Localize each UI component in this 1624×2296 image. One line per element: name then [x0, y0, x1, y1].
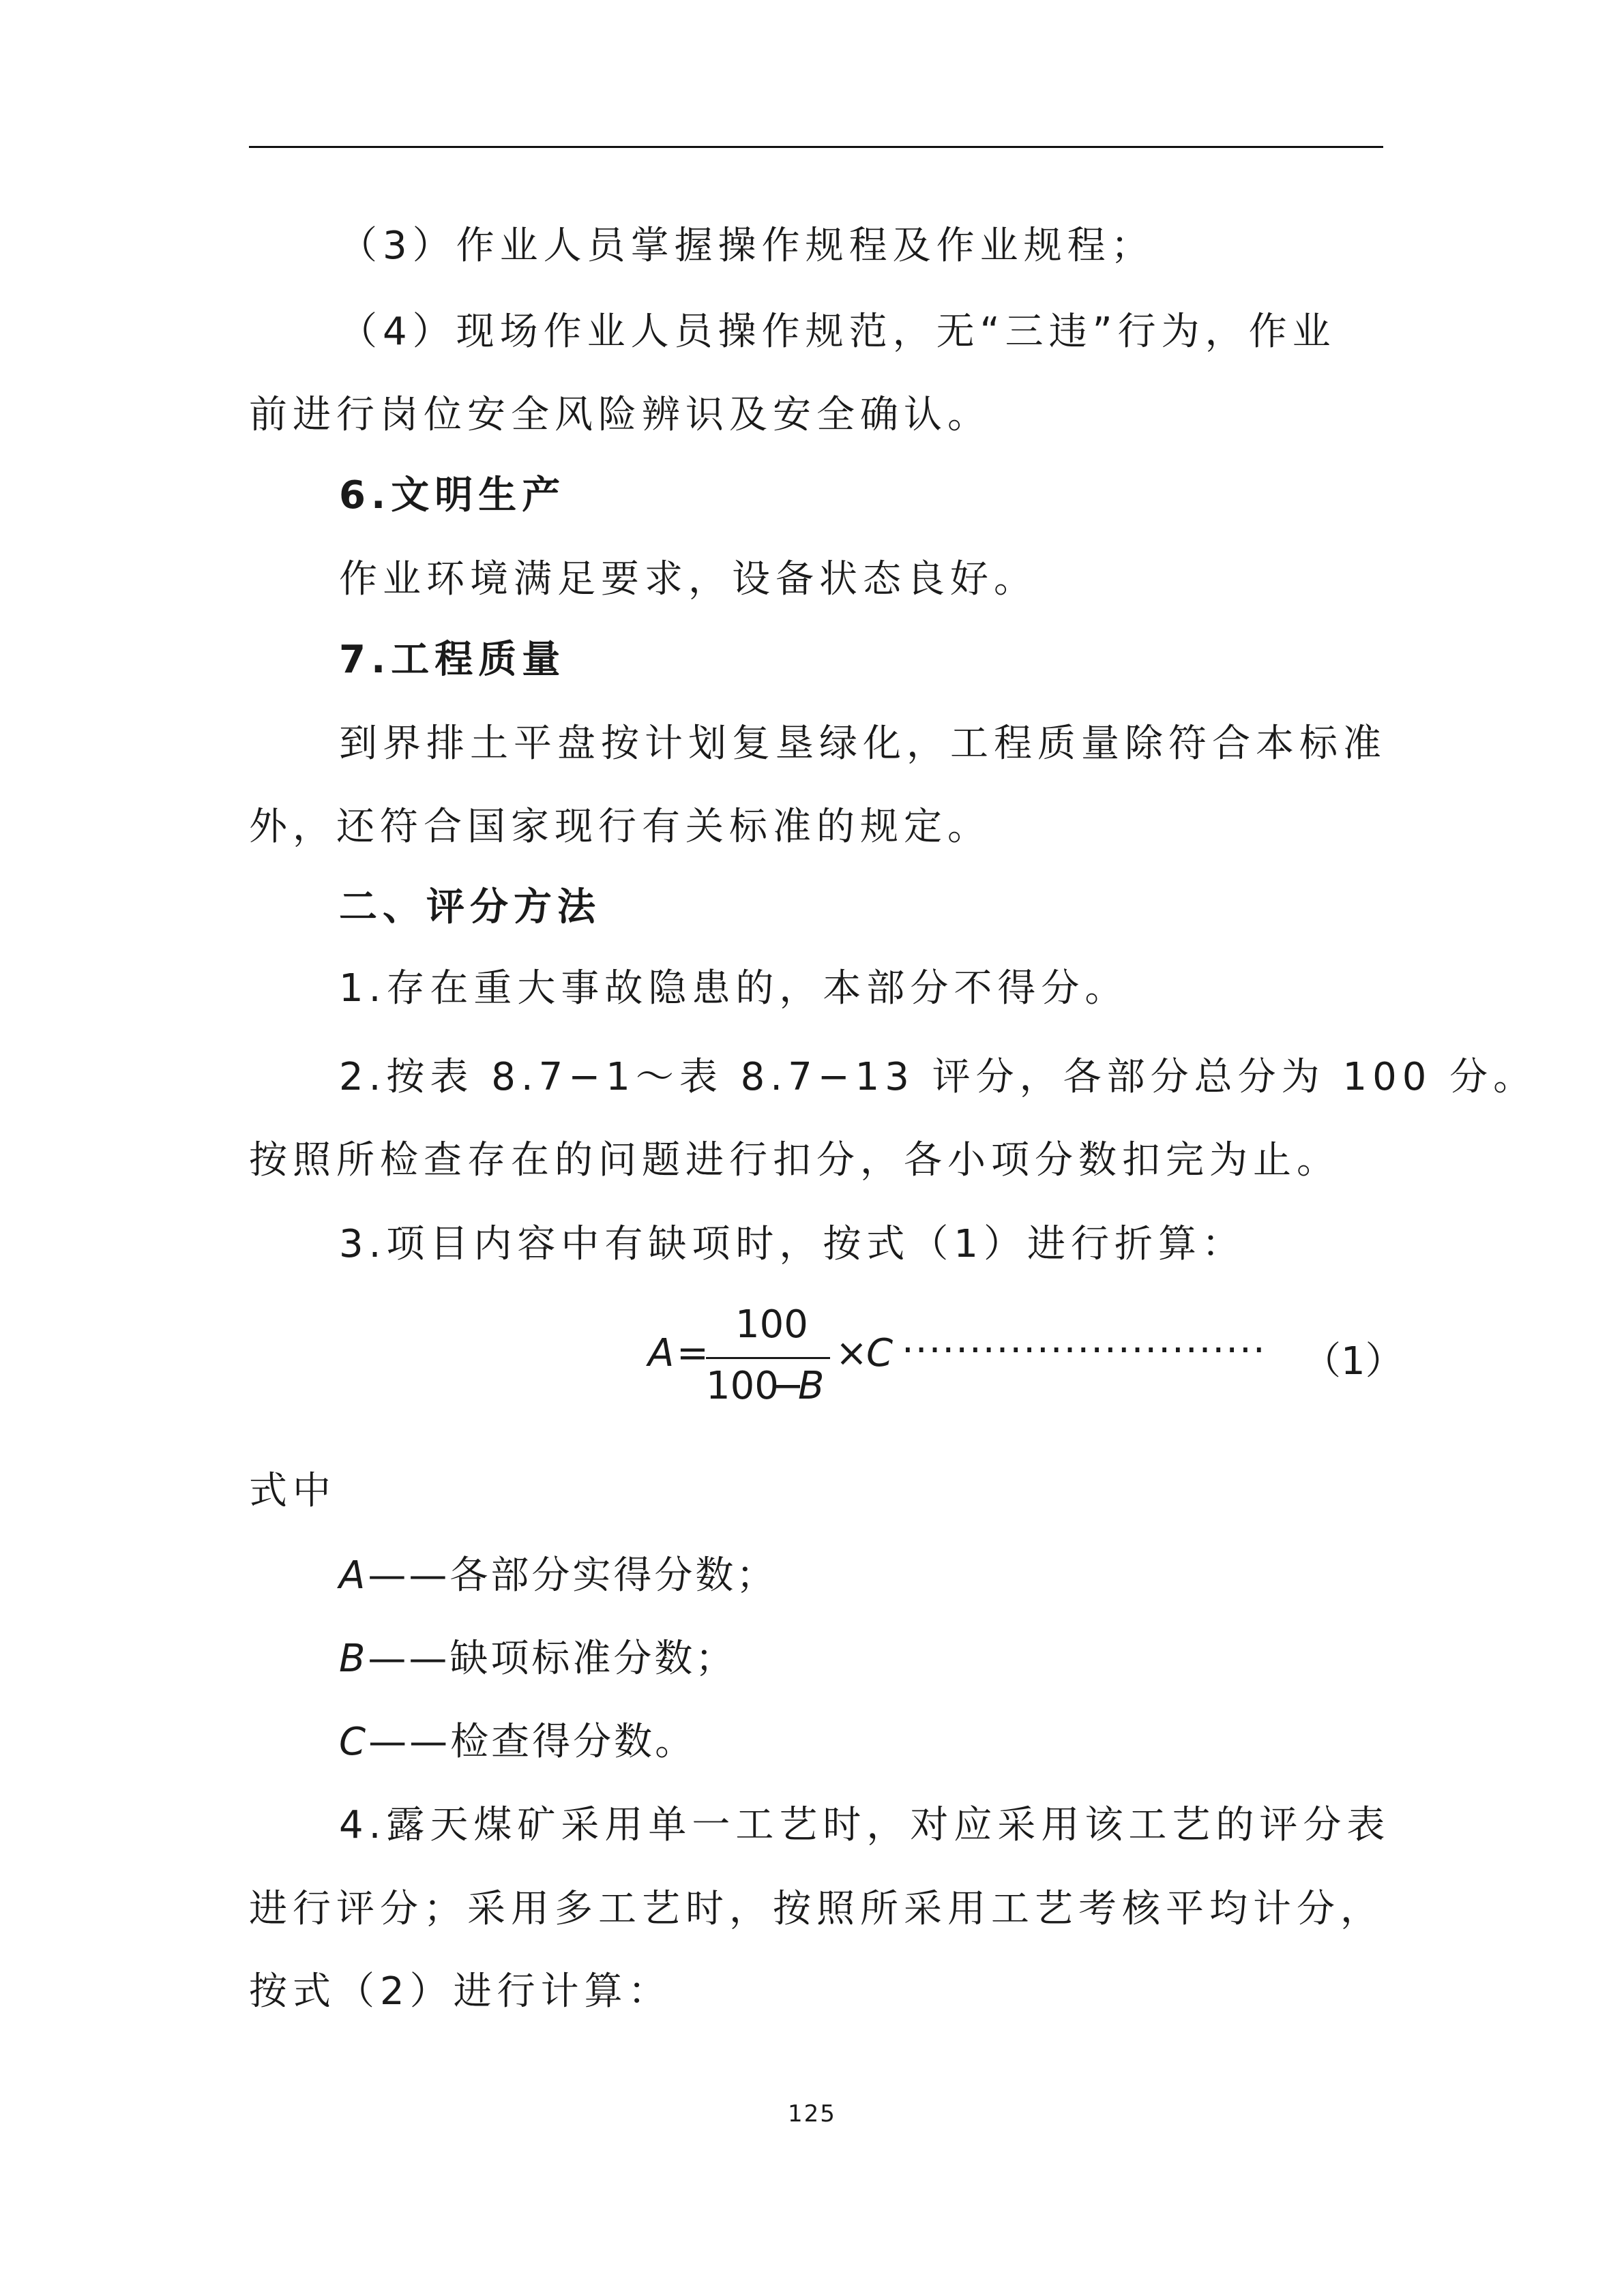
text-line: 前进行岗位安全风险辨识及安全确认。 — [249, 393, 991, 437]
def-dash: —— — [368, 1637, 450, 1681]
def-dash: —— — [368, 1720, 451, 1764]
formula-denominator-number: 100 — [706, 1364, 779, 1408]
text-line: （3）作业人员掌握操作规程及作业规程； — [339, 224, 1155, 268]
formula-leader-dots: ··························· — [902, 1328, 1267, 1373]
text-line: 2.按表 8.7−1～表 8.7−13 评分，各部分总分为 100 分。 — [339, 1055, 1537, 1099]
formula-number: （1） — [1303, 1339, 1404, 1384]
text-line: 到界排土平盘按计划复垦绿化，工程质量除符合本标准 — [339, 721, 1387, 766]
text-line: 1.存在重大事故隐患的，本部分不得分。 — [339, 966, 1129, 1011]
header-rule — [249, 146, 1383, 148]
def-var: B — [339, 1637, 368, 1681]
section-heading: 7.工程质量 — [339, 638, 566, 682]
formula-times: × — [836, 1331, 868, 1375]
text-line: 3.项目内容中有缺项时，按式（1）进行折算： — [339, 1222, 1246, 1266]
section-heading: 6.文明生产 — [339, 473, 566, 518]
formula-numerator: 100 — [735, 1302, 808, 1347]
formula-lhs: A — [648, 1331, 675, 1375]
text-line: （4）现场作业人员操作规范，无“三违”行为，作业 — [339, 310, 1336, 354]
text-line: 进行评分；采用多工艺时，按照所采用工艺考核平均计分， — [249, 1887, 1384, 1931]
fraction-bar — [706, 1357, 830, 1359]
text-line: 式中 — [249, 1469, 336, 1513]
section-heading: 二、评分方法 — [339, 885, 601, 929]
page-number: 125 — [788, 2100, 836, 2128]
formula-rhs: C — [866, 1331, 894, 1375]
def-text: 检查得分数。 — [450, 1720, 696, 1764]
definition-c — [339, 1718, 696, 1766]
def-var: A — [339, 1553, 368, 1598]
formula-1 — [648, 1302, 1404, 1418]
text-line: 按式（2）进行计算： — [249, 1969, 672, 2014]
text-line: 4.露天煤矿采用单一工艺时，对应采用该工艺的评分表 — [339, 1803, 1391, 1847]
definition-a — [339, 1552, 777, 1600]
text-line: 按照所检查存在的问题进行扣分，各小项分数扣完为止。 — [249, 1138, 1340, 1182]
definition-b — [339, 1635, 736, 1683]
formula-equals: = — [677, 1331, 709, 1375]
text-line: 外，还符合国家现行有关标准的规定。 — [249, 805, 991, 849]
def-text: 各部分实得分数； — [449, 1553, 778, 1598]
def-dash: —— — [368, 1553, 450, 1598]
def-var: C — [339, 1720, 369, 1764]
formula-minus: − — [772, 1364, 804, 1408]
formula-denominator-var: B — [798, 1364, 825, 1408]
text-line: 作业环境满足要求，设备状态良好。 — [339, 557, 1037, 601]
def-text: 缺项标准分数； — [449, 1637, 737, 1681]
